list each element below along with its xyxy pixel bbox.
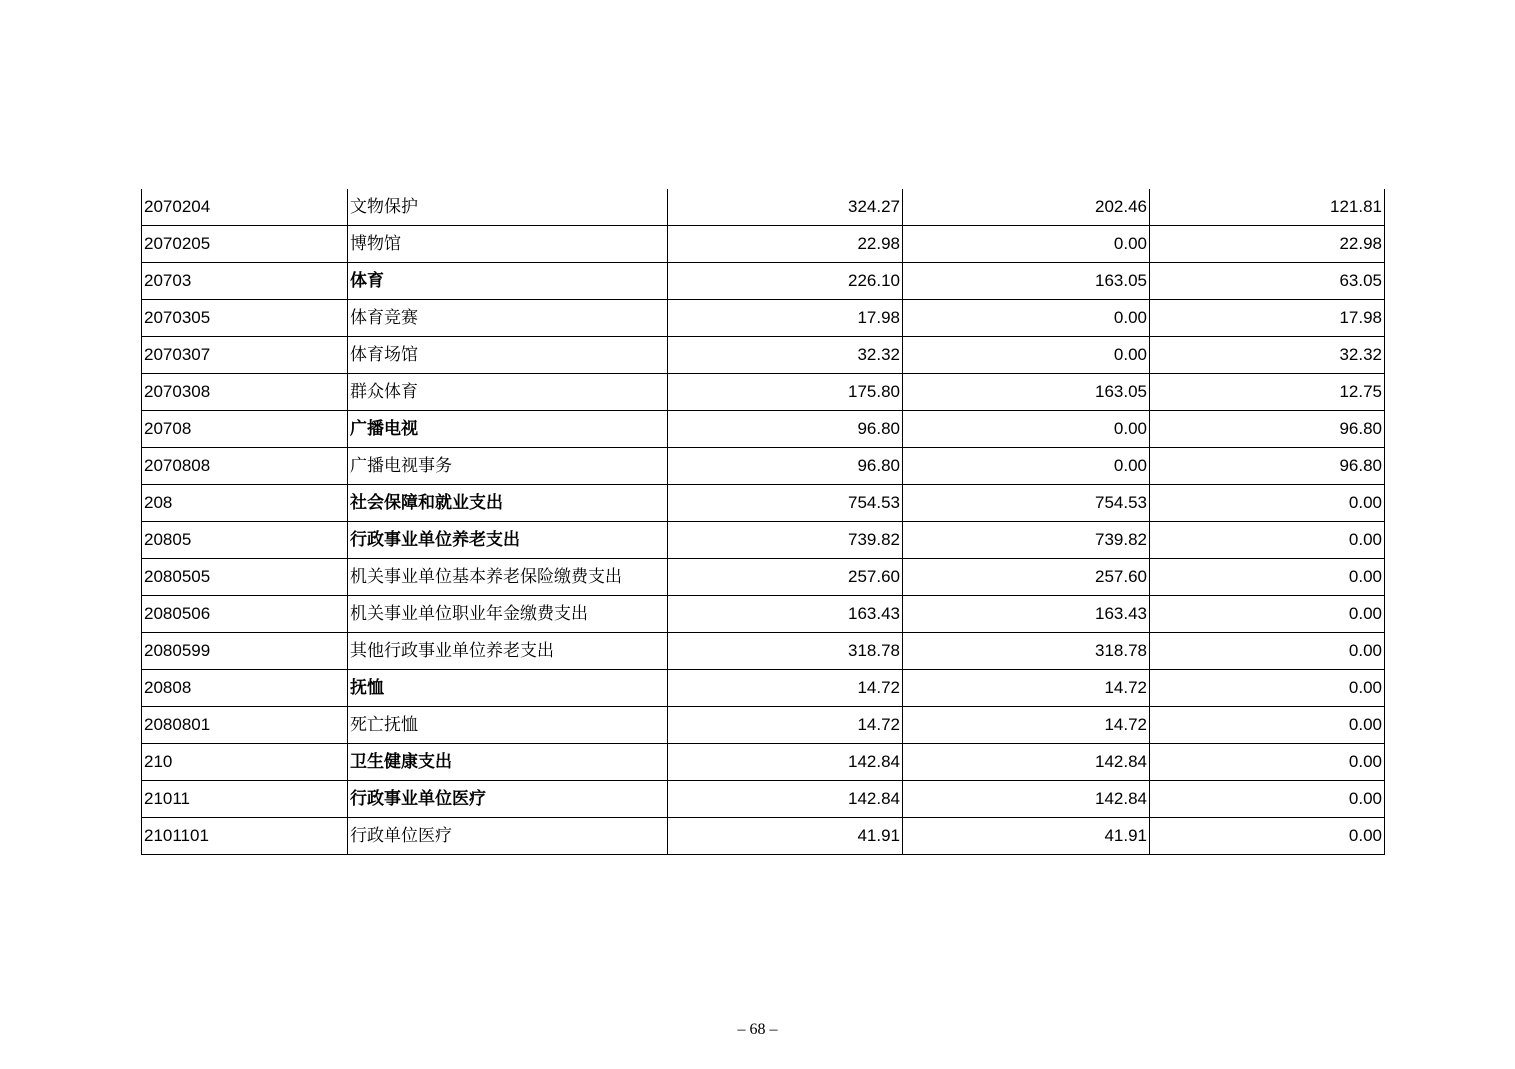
subject-name-cell: 卫生健康支出 bbox=[348, 744, 668, 781]
table-row bbox=[142, 707, 1385, 744]
project-expense-cell: 0.00 bbox=[1150, 707, 1385, 744]
table-row bbox=[142, 226, 1385, 263]
project-expense-cell: 0.00 bbox=[1150, 744, 1385, 781]
project-expense-cell: 0.00 bbox=[1150, 633, 1385, 670]
subject-code-cell: 2101101 bbox=[142, 818, 348, 855]
table-row bbox=[142, 744, 1385, 781]
table-row bbox=[142, 374, 1385, 411]
subject-name-cell: 社会保障和就业支出 bbox=[348, 485, 668, 522]
table-row bbox=[142, 485, 1385, 522]
subject-name-cell: 群众体育 bbox=[348, 374, 668, 411]
project-expense-cell: 0.00 bbox=[1150, 522, 1385, 559]
subject-name-cell: 体育场馆 bbox=[348, 337, 668, 374]
table-row bbox=[142, 300, 1385, 337]
basic-expense-cell: 754.53 bbox=[903, 485, 1150, 522]
basic-expense-cell: 163.05 bbox=[903, 374, 1150, 411]
table-row bbox=[142, 448, 1385, 485]
total-amount-cell: 142.84 bbox=[668, 744, 903, 781]
total-amount-cell: 32.32 bbox=[668, 337, 903, 374]
basic-expense-cell: 163.43 bbox=[903, 596, 1150, 633]
table-row bbox=[142, 337, 1385, 374]
subject-code-cell: 2070808 bbox=[142, 448, 348, 485]
subject-code-cell: 20805 bbox=[142, 522, 348, 559]
subject-name-cell: 机关事业单位基本养老保险缴费支出 bbox=[348, 559, 668, 596]
table-row bbox=[142, 596, 1385, 633]
page-number: – 68 – bbox=[737, 1021, 778, 1038]
basic-expense-cell: 0.00 bbox=[903, 411, 1150, 448]
basic-expense-cell: 142.84 bbox=[903, 744, 1150, 781]
total-amount-cell: 257.60 bbox=[668, 559, 903, 596]
subject-code-cell: 20708 bbox=[142, 411, 348, 448]
basic-expense-cell: 0.00 bbox=[903, 448, 1150, 485]
total-amount-cell: 14.72 bbox=[668, 670, 903, 707]
basic-expense-cell: 163.05 bbox=[903, 263, 1150, 300]
table-row bbox=[142, 189, 1385, 226]
subject-code-cell: 21011 bbox=[142, 781, 348, 818]
table-row bbox=[142, 522, 1385, 559]
total-amount-cell: 41.91 bbox=[668, 818, 903, 855]
total-amount-cell: 739.82 bbox=[668, 522, 903, 559]
budget-table bbox=[141, 189, 1385, 855]
table-row bbox=[142, 818, 1385, 855]
total-amount-cell: 96.80 bbox=[668, 448, 903, 485]
basic-expense-cell: 0.00 bbox=[903, 337, 1150, 374]
subject-code-cell: 2080506 bbox=[142, 596, 348, 633]
project-expense-cell: 0.00 bbox=[1150, 596, 1385, 633]
basic-expense-cell: 318.78 bbox=[903, 633, 1150, 670]
table-row bbox=[142, 559, 1385, 596]
subject-code-cell: 2070305 bbox=[142, 300, 348, 337]
table-row bbox=[142, 781, 1385, 818]
subject-code-cell: 2070204 bbox=[142, 189, 348, 226]
project-expense-cell: 0.00 bbox=[1150, 559, 1385, 596]
table-row bbox=[142, 670, 1385, 707]
subject-name-cell: 行政单位医疗 bbox=[348, 818, 668, 855]
project-expense-cell: 121.81 bbox=[1150, 189, 1385, 226]
basic-expense-cell: 202.46 bbox=[903, 189, 1150, 226]
total-amount-cell: 324.27 bbox=[668, 189, 903, 226]
project-expense-cell: 96.80 bbox=[1150, 448, 1385, 485]
subject-code-cell: 210 bbox=[142, 744, 348, 781]
table-row bbox=[142, 263, 1385, 300]
basic-expense-cell: 142.84 bbox=[903, 781, 1150, 818]
subject-code-cell: 20808 bbox=[142, 670, 348, 707]
table-row bbox=[142, 633, 1385, 670]
subject-name-cell: 行政事业单位养老支出 bbox=[348, 522, 668, 559]
project-expense-cell: 17.98 bbox=[1150, 300, 1385, 337]
total-amount-cell: 142.84 bbox=[668, 781, 903, 818]
subject-name-cell: 文物保护 bbox=[348, 189, 668, 226]
subject-name-cell: 体育竞赛 bbox=[348, 300, 668, 337]
table-row bbox=[142, 411, 1385, 448]
basic-expense-cell: 0.00 bbox=[903, 226, 1150, 263]
subject-name-cell: 抚恤 bbox=[348, 670, 668, 707]
subject-name-cell: 行政事业单位医疗 bbox=[348, 781, 668, 818]
subject-name-cell: 其他行政事业单位养老支出 bbox=[348, 633, 668, 670]
subject-name-cell: 广播电视事务 bbox=[348, 448, 668, 485]
subject-name-cell: 体育 bbox=[348, 263, 668, 300]
basic-expense-cell: 739.82 bbox=[903, 522, 1150, 559]
total-amount-cell: 226.10 bbox=[668, 263, 903, 300]
basic-expense-cell: 257.60 bbox=[903, 559, 1150, 596]
budget-table-body bbox=[142, 189, 1385, 855]
total-amount-cell: 175.80 bbox=[668, 374, 903, 411]
subject-code-cell: 2080505 bbox=[142, 559, 348, 596]
subject-code-cell: 2070307 bbox=[142, 337, 348, 374]
total-amount-cell: 22.98 bbox=[668, 226, 903, 263]
total-amount-cell: 754.53 bbox=[668, 485, 903, 522]
project-expense-cell: 0.00 bbox=[1150, 781, 1385, 818]
subject-code-cell: 20703 bbox=[142, 263, 348, 300]
subject-code-cell: 2080801 bbox=[142, 707, 348, 744]
total-amount-cell: 318.78 bbox=[668, 633, 903, 670]
basic-expense-cell: 14.72 bbox=[903, 707, 1150, 744]
project-expense-cell: 32.32 bbox=[1150, 337, 1385, 374]
subject-code-cell: 2080599 bbox=[142, 633, 348, 670]
total-amount-cell: 17.98 bbox=[668, 300, 903, 337]
project-expense-cell: 0.00 bbox=[1150, 818, 1385, 855]
subject-name-cell: 博物馆 bbox=[348, 226, 668, 263]
subject-code-cell: 208 bbox=[142, 485, 348, 522]
subject-name-cell: 机关事业单位职业年金缴费支出 bbox=[348, 596, 668, 633]
project-expense-cell: 12.75 bbox=[1150, 374, 1385, 411]
project-expense-cell: 63.05 bbox=[1150, 263, 1385, 300]
subject-name-cell: 广播电视 bbox=[348, 411, 668, 448]
basic-expense-cell: 41.91 bbox=[903, 818, 1150, 855]
total-amount-cell: 163.43 bbox=[668, 596, 903, 633]
basic-expense-cell: 0.00 bbox=[903, 300, 1150, 337]
project-expense-cell: 0.00 bbox=[1150, 670, 1385, 707]
project-expense-cell: 22.98 bbox=[1150, 226, 1385, 263]
subject-code-cell: 2070308 bbox=[142, 374, 348, 411]
subject-name-cell: 死亡抚恤 bbox=[348, 707, 668, 744]
project-expense-cell: 0.00 bbox=[1150, 485, 1385, 522]
total-amount-cell: 96.80 bbox=[668, 411, 903, 448]
total-amount-cell: 14.72 bbox=[668, 707, 903, 744]
basic-expense-cell: 14.72 bbox=[903, 670, 1150, 707]
subject-code-cell: 2070205 bbox=[142, 226, 348, 263]
project-expense-cell: 96.80 bbox=[1150, 411, 1385, 448]
